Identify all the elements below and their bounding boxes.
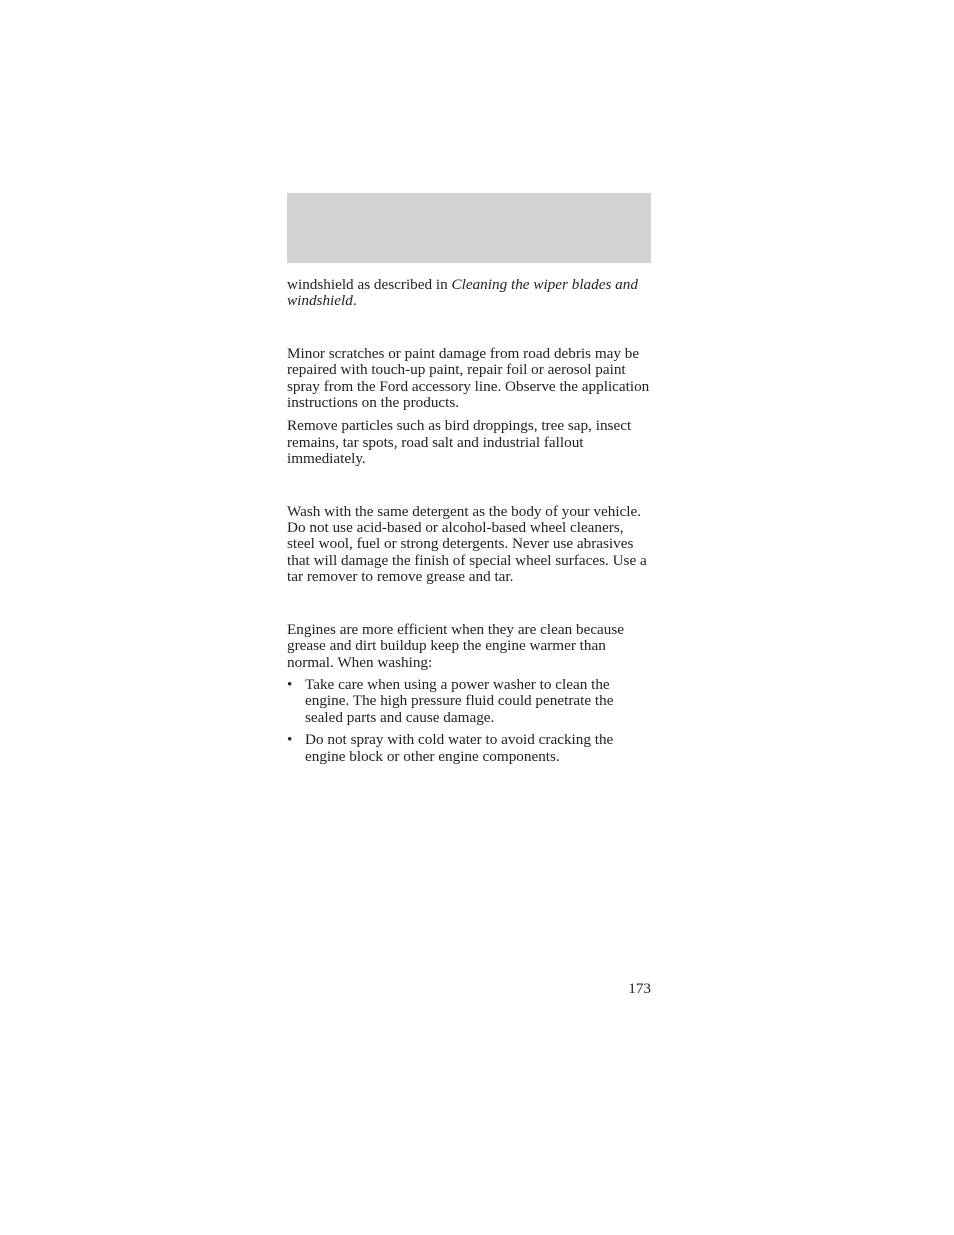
bullet-icon: •: [287, 675, 293, 693]
intro-text-end: .: [352, 292, 357, 310]
engine-bullet-list: [287, 677, 655, 765]
page-number: 173: [628, 980, 651, 997]
header-band: [287, 193, 651, 263]
list-item: [287, 677, 655, 726]
list-item: [287, 732, 655, 765]
list-item-text: Do not spray with cold water to avoid cracking the engine block or other engine components.: [305, 731, 614, 765]
paint-paragraph-2: Remove particles such as bird droppings, tree sap, insect remains, tar spots, road salt and industrial fallout immediately.: [287, 417, 632, 468]
engine-paragraph: Engines are more efficient when they are clean because grease and dirt buildup keep the engine warmer than normal. When washing:: [287, 620, 625, 671]
intro-paragraph: [287, 277, 655, 310]
list-item-text: Take care when using a power washer to clean the engine. The high pressure fluid could penetrate the sealed parts and cause damage.: [305, 675, 614, 726]
intro-text: windshield as described in: [287, 276, 452, 293]
intro-italic-reference: Cleaning the wiper blades and windshield: [287, 276, 638, 310]
wheels-paragraph: Wash with the same detergent as the body of your vehicle. Do not use acid-based or alcohol-based wheel cleaners, steel wool, fuel or strong detergents. Never use abrasives that will damage the finish of special wheel surfaces. Use a tar remover to remove grease and tar.: [287, 502, 647, 586]
paint-paragraph-1: Minor scratches or paint damage from road debris may be repaired with touch-up paint, repair foil or aerosol paint spray from the Ford accessory line. Observe the application instructions on the products.: [287, 344, 650, 412]
page-content: [287, 277, 655, 771]
bullet-icon: •: [287, 731, 293, 749]
